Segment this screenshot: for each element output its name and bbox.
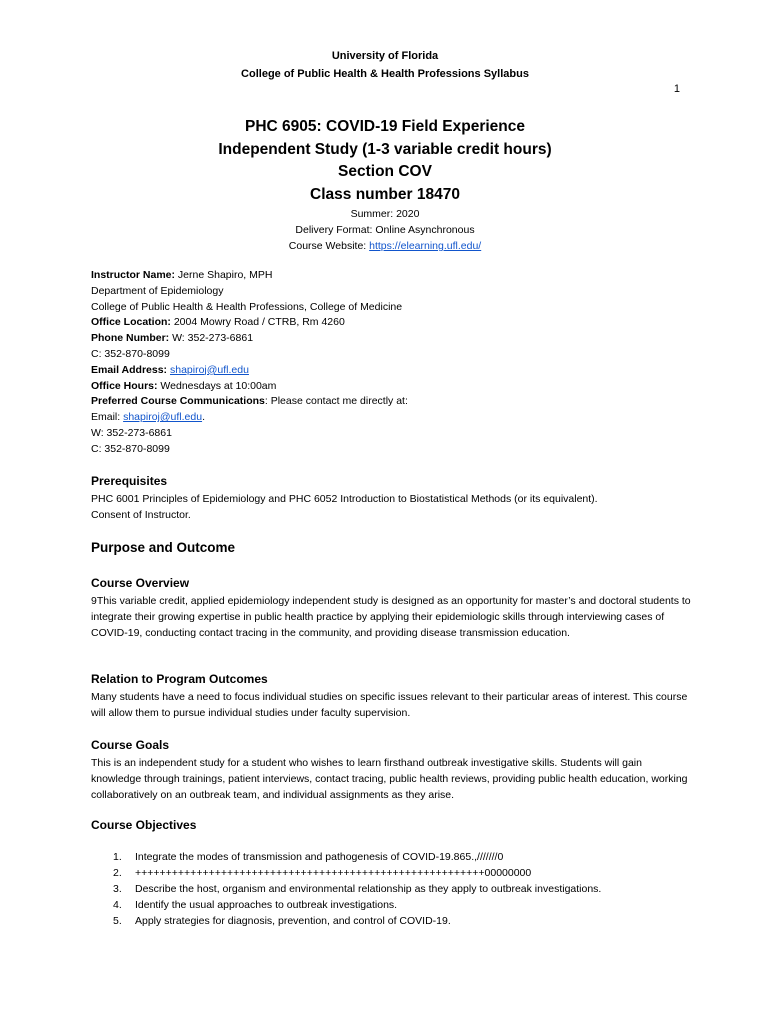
email-link[interactable]: shapiroj@ufl.edu: [169, 363, 249, 376]
comm-cell-phone: C: 352-870-8099: [91, 442, 170, 455]
prerequisites-line2: Consent of Instructor.: [91, 509, 191, 521]
course-objectives-heading: Course Objectives: [91, 818, 197, 832]
university-name: University of Florida: [331, 50, 439, 62]
preferred-comm-text: : Please contact me directly at:: [264, 395, 408, 408]
list-item: [113, 913, 601, 929]
list-item: [113, 897, 601, 913]
phone-work: W: 352-273-6861: [169, 332, 254, 345]
list-item-number: 2.: [113, 867, 122, 879]
prerequisites-heading: Prerequisites: [91, 474, 168, 488]
course-subtitle: Independent Study (1-3 variable credit hours): [218, 140, 552, 158]
list-item-text: Identify the usual approaches to outbreak investigations.: [135, 899, 398, 911]
course-title: PHC 6905: COVID-19 Field Experience: [245, 118, 525, 135]
list-item-number: 1.: [113, 851, 122, 863]
preferred-comm-label: Preferred Course Communications: [91, 395, 265, 408]
course-website-link[interactable]: https://elearning.ufl.edu/: [369, 240, 482, 252]
list-item-number: 4.: [113, 899, 122, 911]
course-section: Section COV: [338, 163, 432, 180]
comm-email-tail: .: [202, 411, 205, 424]
phone-cell: C: 352-870-8099: [91, 347, 170, 360]
page-number: 1: [673, 83, 680, 95]
office-hours-line: [91, 379, 408, 395]
list-item-number: 3.: [113, 883, 122, 895]
list-item: [113, 849, 601, 865]
course-goals-heading: Course Goals: [91, 738, 170, 752]
objectives-list: [113, 849, 601, 929]
class-number: Class number 18470: [310, 185, 460, 203]
document-header: [0, 47, 770, 83]
course-term: Summer: 2020: [350, 208, 420, 220]
course-goals-text: This is an independent study for a student who wishes to learn firsthand outbreak investigative skills. Students will gain knowledge through trainings, patient interviews, contact tracing, public health reviews, providing public health education, working collaboratively on an outbreak team, and individual assignments as they arise.: [91, 757, 688, 801]
list-item-text: Describe the host, organism and environmental relationship as they apply to outbreak investigations.: [135, 883, 602, 895]
phone-label: Phone Number:: [91, 332, 170, 345]
office-hours-label: Office Hours:: [91, 379, 158, 392]
relation-heading: Relation to Program Outcomes: [91, 672, 268, 686]
comm-email-line: [91, 410, 408, 426]
instructor-name-label: Instructor Name:: [91, 269, 176, 281]
list-item-text: +++++++++++++++++++++++++++++++++++++++++++++++++++++++++00000000: [135, 867, 532, 879]
list-item-number: 5.: [113, 915, 122, 927]
course-website-line: [0, 238, 770, 254]
office-hours: Wednesdays at 10:00am: [157, 379, 277, 392]
office-location: 2004 Mowry Road / CTRB, Rm 4260: [170, 316, 345, 329]
relation-text: Many students have a need to focus individual studies on specific issues relevant to their particular areas of interest. This course will allow them to pursue individual studies under faculty supervision.: [91, 691, 688, 719]
list-item-text: Integrate the modes of transmission and pathogenesis of COVID-19.865.,///////0: [135, 851, 504, 863]
course-title-block: [0, 116, 770, 206]
list-item: [113, 881, 601, 897]
instructor-department: Department of Epidemiology: [91, 284, 224, 297]
purpose-heading: Purpose and Outcome: [91, 540, 236, 555]
list-item-text: Apply strategies for diagnosis, prevention, and control of COVID-19.: [135, 915, 451, 927]
course-website-label: Course Website:: [288, 240, 370, 252]
comm-email-label: Email:: [91, 411, 124, 424]
office-location-line: [91, 315, 408, 331]
office-location-label: Office Location:: [91, 316, 171, 329]
prerequisites-line1: PHC 6001 Principles of Epidemiology and PHC 6052 Introduction to Biostatistical Methods (or its equivalent).: [91, 493, 598, 505]
phone-line: [91, 331, 408, 347]
prerequisites-text: [91, 491, 691, 523]
list-item: [113, 865, 601, 881]
comm-work-phone: W: 352-273-6861: [91, 426, 172, 439]
course-overview-heading: Course Overview: [91, 576, 190, 590]
course-meta: [0, 206, 770, 254]
preferred-comm-line: [91, 394, 408, 410]
course-overview-text: 9This variable credit, applied epidemiology independent study is designed as an opportunity for master’s and doctoral students to integrate their growing expertise in public health practice by applying their epidemiologic skills through interviewing cases of COVID-19, conducting contact tracing in the community, and providing disease transmission education.: [91, 595, 691, 639]
delivery-format: Delivery Format: Online Asynchronous: [295, 224, 475, 236]
email-line: [91, 363, 408, 379]
email-label: Email Address:: [91, 363, 168, 376]
college-syllabus-line: College of Public Health & Health Professions Syllabus: [241, 68, 529, 80]
instructor-info: [91, 268, 408, 458]
instructor-name: Jerne Shapiro, MPH: [175, 269, 273, 281]
instructor-name-line: [91, 268, 408, 284]
instructor-college: College of Public Health & Health Professions, College of Medicine: [91, 300, 403, 313]
comm-email-link[interactable]: shapiroj@ufl.edu: [123, 411, 203, 424]
